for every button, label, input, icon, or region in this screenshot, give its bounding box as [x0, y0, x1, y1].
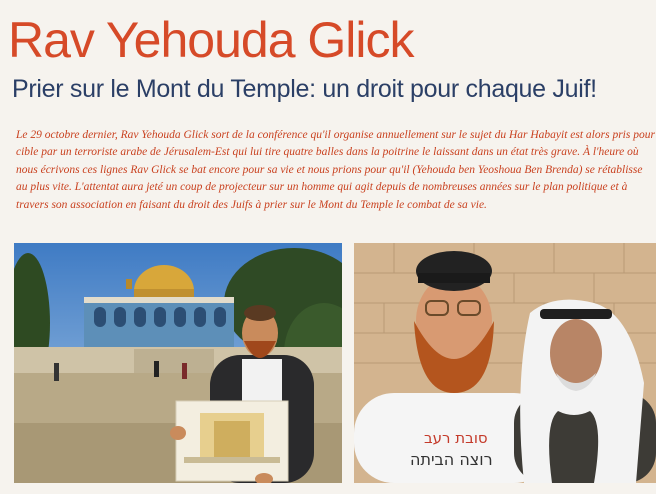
temple-mount-photo: [14, 243, 342, 483]
two-men-photo: [354, 243, 656, 483]
article-intro: [16, 127, 656, 214]
intro-paragraph: Le 29 octobre dernier, Rav Yehouda Glick sort de la conférence qu'il organise annuellement sur le sujet du Har Habayit est alors pris pour cible par un terroriste arabe de Jérusalem-Est qui lui tire quatre balles dans la poitrine le laissant dans un état très grave. À l'heure où nous écrivons ces lignes Rav Glick se bat encore pour sa vie et nous prions pour qu'il (Yehouda ben Yeoshoua Ben Brenda) se rétablisse au plus vite. L'attentat aura jeté un coup de projecteur sur un homme qui agit depuis de nombreuses années sur le plan politique et à travers son association en faisant du droit des Juifs à prier sur le Mont du Temple le combat de sa vie.: [16, 129, 655, 211]
article-title: Rav Yehouda Glick: [8, 12, 414, 68]
shirt-text-line1: סובת רעב: [424, 429, 488, 447]
article-subtitle: Prier sur le Mont du Temple: un droit pour chaque Juif!: [12, 75, 597, 103]
shirt-text-line2: רוצה הביתה: [410, 450, 493, 469]
